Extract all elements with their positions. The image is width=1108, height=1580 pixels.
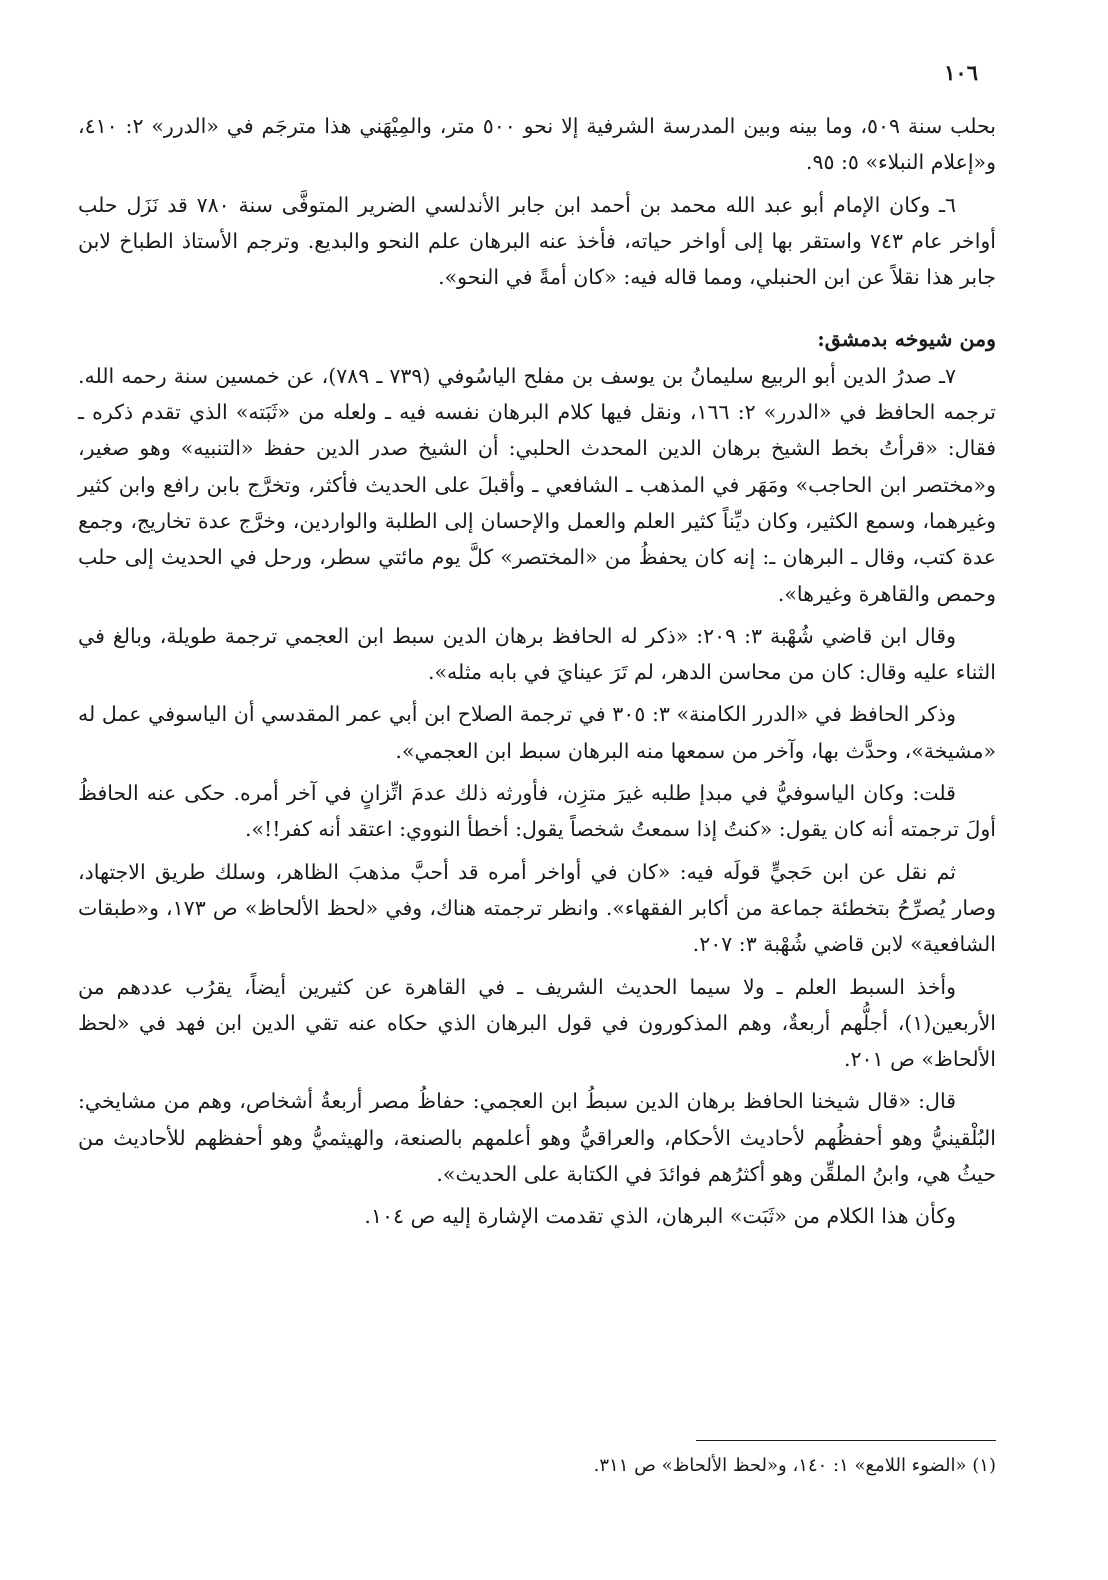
- paragraph: وكأن هذا الكلام من «ثَبَت» البرهان، الذي تقدمت الإشارة إليه ص ١٠٤.: [364, 1204, 956, 1229]
- footnote-divider: [696, 1440, 996, 1441]
- paragraph: قلت: وكان الياسوفيُّ في مبدإ طلبه غيرَ متزِن، فأورثه ذلك عدمَ اتِّزانٍ في آخر أمره. حكى عنه الحافظُ أولَ ترجمته أنه كان يقول: «كنتُ إذا سمعتُ شخصاً يقول: أخطأ النووي: اعتقد أنه كفر!!».: [78, 781, 996, 842]
- main-text: [78, 108, 996, 1235]
- paragraph-continuation: بحلب سنة ٥٠٩، وما بينه وبين المدرسة الشرفية إلا نحو ٥٠٠ متر، والمِيْهَني هذا مترجَم في «الدرر» ٢: ٤١٠، و«إعلام النبلاء» ٥: ٩٥.: [78, 114, 996, 175]
- footnote: (١) «الضوء اللامع» ١: ١٤٠، و«لحظ الألحاظ» ص ٣١١.: [593, 1455, 996, 1476]
- paragraph: وقال ابن قاضي شُهْبة ٣: ٢٠٩: «ذكر له الحافظ برهان الدين سبط ابن العجمي ترجمة طويلة، وبالغ في الثناء عليه وقال: كان من محاسن الدهر، لم تَرَ عينايَ في بابه مثله».: [78, 623, 996, 685]
- paragraph-item-7: ٧ـ صدرُ الدين أبو الربيع سليمانُ بن يوسف بن مفلح الياسُوفي (٧٣٩ ـ ٧٨٩)، عن خمسين سنة رحمه الله. ترجمه الحافظ في «الدرر» ٢: ١٦٦، ونقل فيها كلام البرهان نفسه فيه ـ ولعله من «ثَبَته» الذي تقدم ذكره ـ فقال: «قرأتُ بخط الشيخ برهان الدين المحدث الحلبي: أن الشيخ صدر الدين حفظ «التنبيه» وهو صغير، و«مختصر ابن الحاجب» ومَهَر في المذهب ـ الشافعي ـ وأقبلَ على الحديث فأكثر، وتخرَّج بابن رافع وابن كثير وغيرهما، وسمع الكثير، وكان ديِّناً كثير العلم والعمل والإحسان إلى الطلبة والواردين، وخرَّج عدة تخاريج، وجمع عدة كتب، وقال ـ البرهان ـ: إنه كان يحفظُ من «المختصر» كلَّ يوم مائتي سطر، ورحل في الحديث إلى حلب وحمص والقاهرة وغيرها».: [78, 363, 996, 606]
- paragraph: وذكر الحافظ في «الدرر الكامنة» ٣: ٣٠٥ في ترجمة الصلاح ابن أبي عمر المقدسي أن الياسوفي عمل له «مشيخة»، وحدَّث بها، وآخر من سمعها منه البرهان سبط ابن العجمي».: [78, 702, 996, 763]
- paragraph: وأخذ السبط العلم ـ ولا سيما الحديث الشريف ـ في القاهرة عن كثيرين أيضاً، يقرُب عددهم من الأربعين(١)، أجلُّهم أربعةٌ، وهم المذكورون في قول البرهان الذي حكاه عنه تقي الدين ابن فهد في «لحظ الألحاظ» ص ٢٠١.: [78, 974, 996, 1072]
- page-number: ١٠٦: [944, 60, 978, 85]
- section-heading: ومن شيوخه بدمشق:: [817, 327, 996, 352]
- paragraph-item-6: ٦ـ وكان الإمام أبو عبد الله محمد بن أحمد ابن جابر الأندلسي الضرير المتوفَّى سنة ٧٨٠ قد نَزَل حلب أواخر عام ٧٤٣ واستقر بها إلى أواخر حياته، فأخذ عنه البرهان علم النحو والبديع. وترجم الأستاذ الطباخ لابن جابر هذا نقلاً عن ابن الحنبلي، ومما قاله فيه: «كان أمةً في النحو».: [78, 192, 996, 290]
- paragraph: قال: «قال شيخنا الحافظ برهان الدين سبطُ ابن العجمي: حفاظُ مصر أربعةُ أشخاص، وهم من مشايخي: البُلْقينيُّ وهو أحفظُهم لأحاديث الأحكام، والعراقيُّ وهو أعلمهم بالصنعة، والهيثميُّ وهو أحفظهم للأحاديث من حيثُ هي، وابنُ الملقِّن وهو أكثرُهم فوائدَ في الكتابة على الحديث».: [78, 1089, 996, 1187]
- paragraph: ثم نقل عن ابن حَجيٍّ قولَه فيه: «كان في أواخر أمره قد أحبَّ مذهبَ الظاهر، وسلك طريق الاجتهاد، وصار يُصرِّحُ بتخطئة جماعة من أكابر الفقهاء». وانظر ترجمته هناك، وفي «لحظ الألحاظ» ص ١٧٣، و«طبقات الشافعية» لابن قاضي شُهْبة ٣: ٢٠٧.: [78, 859, 996, 957]
